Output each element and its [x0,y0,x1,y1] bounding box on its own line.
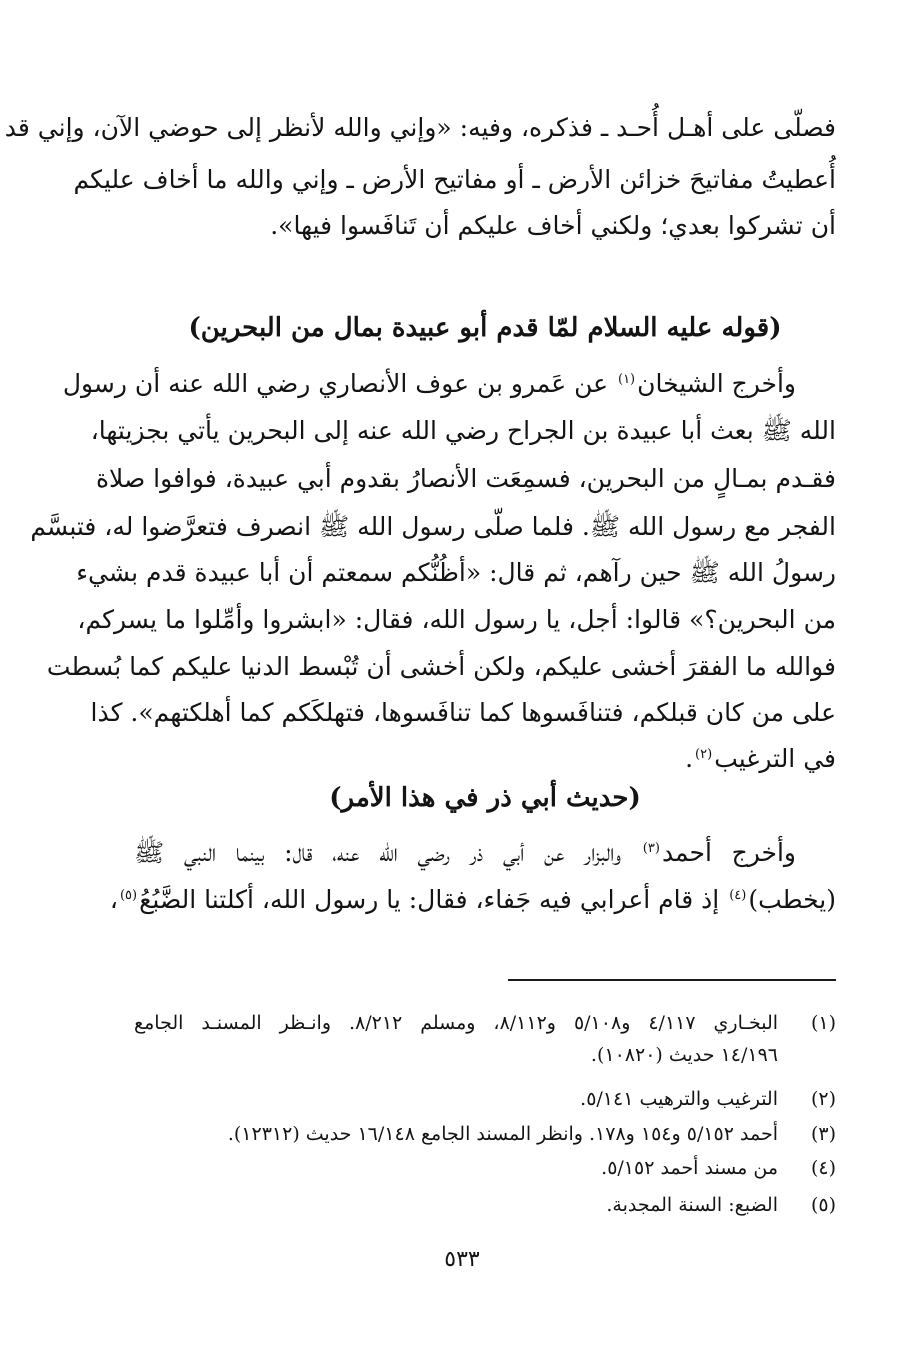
section1-line-1-start: وأخرج الشيخان [637,369,796,398]
footnote-text: ١٤/١٩٦ حديث (١٠٨٢٠). [590,1044,778,1066]
footnote-ref-3: (٣) [642,840,660,856]
footnote-number: (١) [810,1012,836,1034]
footnote-ref-2: (٢) [695,746,713,762]
section1-line-9-start: في الترغيب [714,744,836,773]
section1-line-7: فوالله ما الفقرَ أخشى عليكم، ولكن أخشى أن تُبْسط الدنيا عليكم كما بُسطت [46,652,836,681]
footnote-1-continuation [134,1038,836,1072]
footnote-number: (٣) [810,1123,836,1145]
footnote-4 [134,1151,836,1185]
section1-line-1-end: عن عَمرو بن عوف الأنصاري رضي الله عنه أن رسول [62,369,616,398]
section1-line-6: من البحرين؟» قالوا: أجل، يا رسول الله، فقال: «ابشروا وأمِّلوا ما يسركم، [77,605,836,634]
section2-line-1-start: وأخرج أحمد [661,838,797,867]
intro-line-3: أن تشركوا بعدي؛ ولكني أخاف عليكم أن تَنافَسوا فيها». [270,211,836,240]
section2-line-2-middle: إذ قام أعرابي فيه جَفاء، فقال: يا رسول الله، أكلتنا الضَّبُعُ [139,885,728,914]
footnote-ref-4: (٤) [729,887,747,903]
footnote-text: البخـاري ٤/١١٧ و٥/١٠٨ و٨/١١٢، ومسلم ٨/٢١٢. وانـظر المسنـد الجامع [134,1012,779,1034]
section2-line-2-start: (يخطب) [748,885,836,914]
footnote-number: (٥) [810,1194,836,1216]
section1-line-1 [62,360,836,408]
footnote-text: من مسند أحمد ٥/١٥٢. [601,1157,778,1179]
section1-line-5: رسولُ الله ﷺ حين رآهم، ثم قال: «أظُنُّكم سمعتم أن أبا عبيدة قدم بشيء [76,558,836,587]
section2-line-2 [109,876,836,924]
section2-line-1 [134,829,836,877]
footnote-text: الترغيب والترهيب ٥/١٤١. [580,1088,778,1110]
section1-line-3: فقـدم بمـالٍ من البحرين، فسمِعَت الأنصارُ بقدوم أبي عبيدة، فوافوا صلاة [95,464,836,493]
intro-line-1: فصلّى على أهـل أُحـد ـ فذكره، وفيه: «وإني والله لأنظر إلى حوضي الآن، وإني قد [4,113,836,142]
section1-line-2: الله ﷺ بعث أبا عبيدة بن الجراح رضي الله عنه إلى البحرين يأتي بجزيتها، [90,416,836,445]
footnote-ref-1: (١) [617,371,636,387]
footnote-text: أحمد ٥/١٥٢ و١٥٤ و١٧٨. وانظر المسند الجامع ١٦/١٤٨ حديث (١٢٣١٢). [227,1123,778,1145]
footnote-2 [134,1082,836,1116]
section-heading-abu-dhar: (حديث أبي ذر في هذا الأمر) [329,783,641,813]
footnote-number: (٤) [810,1157,836,1179]
footnote-3 [134,1117,836,1151]
section1-line-8: على من كان قبلكم، فتنافَسوها كما تنافَسوها، فتهلكَكم كما أهلكتهم». كذا [90,698,836,727]
footnote-5 [134,1188,836,1222]
footnote-1 [134,1006,836,1040]
section2-line-2-end: ، [109,885,118,914]
section1-line-9-end: . [685,744,694,773]
section2-line-1-end: والبزار عن أبي ذر رضي الله عنه، قال: بينما النبي ﷺ [134,838,641,867]
footnote-number: (٢) [810,1088,836,1110]
footnote-text: الضبع: السنة المجدبة. [606,1194,778,1216]
section1-line-4: الفجر مع رسول الله ﷺ. فلما صلّى رسول الله ﷺ انصرف فتعرَّضوا له، فتبسَّم [30,512,836,541]
footnote-ref-5: (٥) [119,887,138,903]
section-heading-bahrain: (قوله عليه السلام لمّا قدم أبو عبيدة بمال من البحرين) [188,313,782,343]
intro-line-2: أُعطيتُ مفاتيحَ خزائن الأرض ـ أو مفاتيح الأرض ـ وإني والله ما أخاف عليكم [73,165,836,194]
page-number: ٥٣٣ [444,1247,480,1272]
footnote-separator [508,979,836,981]
